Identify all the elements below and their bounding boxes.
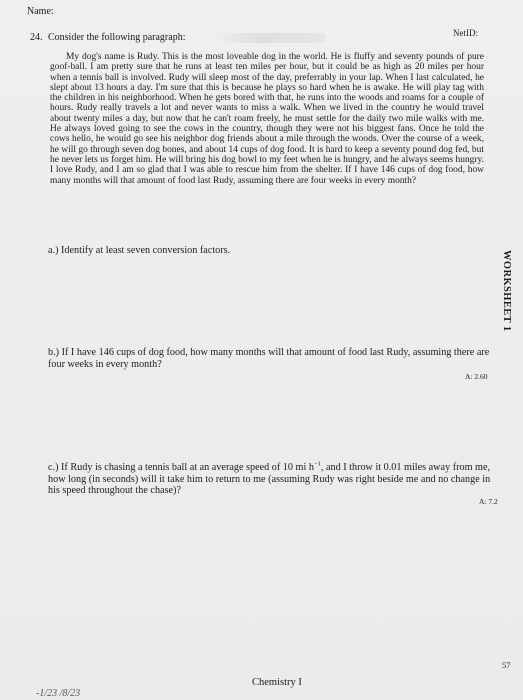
course-footer: Chemistry I	[252, 677, 302, 688]
part-c-answer: A: 7.2	[479, 497, 498, 506]
bottom-stamp: -1/23 /8/23	[36, 688, 81, 699]
bleed-through-shadow	[215, 33, 325, 43]
netid-label: NetID:	[453, 28, 478, 38]
part-c-exponent: −1	[313, 460, 321, 468]
part-b-question: b.) If I have 146 cups of dog food, how many months will that amount of food last Rudy, assuming there are four weeks in every month?	[48, 347, 490, 370]
part-c-text-start: c.) If Rudy is chasing a tennis ball at an average speed of 10 mi h	[48, 462, 314, 473]
part-b-answer: A: 2.60	[465, 372, 488, 381]
story-paragraph: My dog's name is Rudy. This is the most loveable dog in the world. He is fluffy and seventy pounds of pure goof-ball. I am pretty sure that he runs at least ten miles per hour, but it could be as high as 20 miles per hour when a tennis ball is involved. Rudy will sleep most of the day, preferrably in your lap. When I last calculated, he slept about 13 hours a day. I'm sure that this is because he plays so hard when he is awake. He will play tag with the children in his neighborhood. When he gets bored with that, he runs into the woods and roams for a couple of hours. Rudy really travels a lot and never wants to miss a walk. When we lived in the country he would travel about twenty miles a day, but now that he can't roam freely, he must settle for the daily two mile walks with me. He always loved going to see the cows in the country, though they were not his biggest fans. Once he told the cows hello, he would go see his neighbor dog friends about a mile through the woods. Over the course of a week, he will go through seven dog bones, and about 14 cups of dog food. It is hard to keep a seventy pound dog fed, but he never lets us forget him. He will bring his dog bowl to my feet when he is hungry, and he always seems hungry. I love Rudy, and I am so glad that I was able to rescue him from the shelter. If I have 146 cups of dog food, how many months will that amount of food last Rudy, assuming there are four weeks in every month?	[50, 52, 484, 186]
part-a-question: a.) Identify at least seven conversion factors.	[48, 245, 231, 256]
name-label: Name:	[27, 6, 54, 17]
question-prompt: Consider the following paragraph:	[48, 32, 186, 43]
part-c-text-end: , and I throw it 0.01 miles away from me, how long (in seconds) will it take him to return to me (assuming Rudy was right beside me and no change in his speed throughout the chase)?	[48, 462, 491, 496]
worksheet-side-label: WORKSHEET 1	[501, 250, 512, 332]
page-number: 57	[502, 660, 511, 670]
question-number: 24.	[30, 32, 43, 43]
part-c-question	[48, 462, 503, 497]
